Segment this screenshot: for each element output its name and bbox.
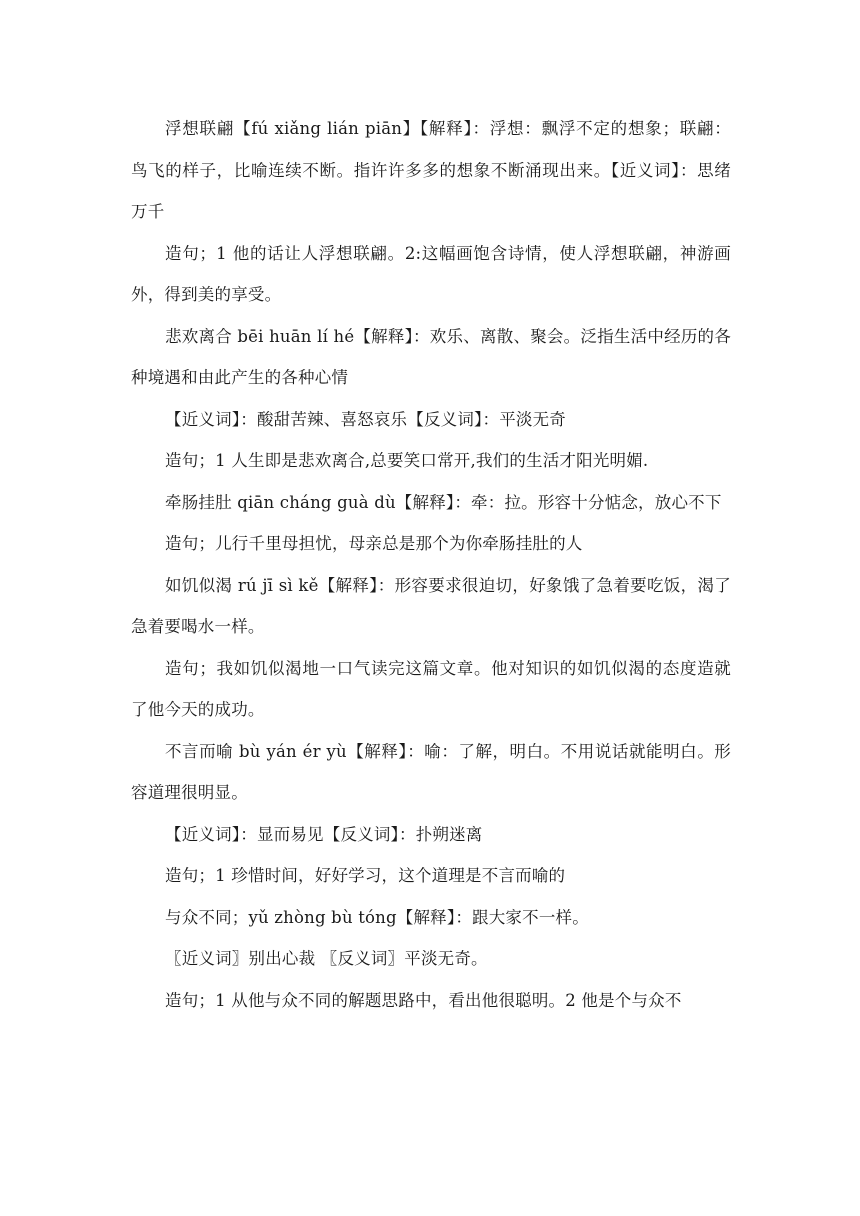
document-body (131, 108, 731, 1021)
paragraph-fu-xiang-lian-pian: 浮想联翩【fú xiǎng lián piān】【解释】：浮想：飘浮不定的想象；联翩：鸟飞的样子，比喻连续不断。指许许多多的想象不断涌现出来。【近义词】：思绪万千 (131, 119, 731, 221)
paragraph-example-fu-xiang: 造句；1 他的话让人浮想联翩。2:这幅画饱含诗情，使人浮想联翩，神游画外，得到美的享受。 (131, 243, 731, 304)
paragraph-yu-zhong-bu-tong: 与众不同；yǔ zhòng bù tóng【解释】：跟大家不一样。 (165, 907, 589, 927)
paragraph-example-ru-ji: 造句；我如饥似渴地一口气读完这篇文章。他对知识的如饥似渴的态度造就了他今天的成功。 (131, 658, 731, 719)
paragraph-ru-ji-si-ke: 如饥似渴 rú jī sì kě【解释】：形容要求很迫切，好象饿了急着要吃饭，渴了急着要喝水一样。 (131, 575, 731, 636)
paragraph-synonyms-bu-yan: 【近义词】：显而易见【反义词】：扑朔迷离 (165, 824, 483, 844)
paragraph-bei-huan-li-he: 悲欢离合 bēi huān lí hé【解释】：欢乐、离散、聚会。泛指生活中经历的各种境遇和由此产生的各种心情 (131, 326, 731, 387)
paragraph-synonyms-bei-huan: 【近义词】：酸甜苦辣、喜怒哀乐【反义词】：平淡无奇 (165, 409, 566, 429)
paragraph-bu-yan-er-yu: 不言而喻 bù yán ér yù【解释】：喻：了解，明白。不用说话就能明白。形容道理很明显。 (131, 741, 731, 802)
paragraph-qian-chang-gua-du: 牵肠挂肚 qiān cháng guà dù【解释】：牵：拉。形容十分惦念，放心不下 (165, 492, 722, 512)
paragraph-example-yu-zhong: 造句；1 从他与众不同的解题思路中，看出他很聪明。2 他是个与众不 (165, 990, 682, 1010)
paragraph-synonyms-yu-zhong: 〖近义词〗别出心裁 〖反义词〗平淡无奇。 (165, 949, 488, 968)
paragraph-example-qian-chang: 造句；儿行千里母担忧，母亲总是那个为你牵肠挂肚的人 (165, 534, 583, 553)
paragraph-example-bei-huan: 造句；1 人生即是悲欢离合,总要笑口常开,我们的生活才阳光明媚. (165, 451, 649, 470)
paragraph-example-bu-yan: 造句；1 珍惜时间，好好学习，这个道理是不言而喻的 (165, 866, 566, 885)
